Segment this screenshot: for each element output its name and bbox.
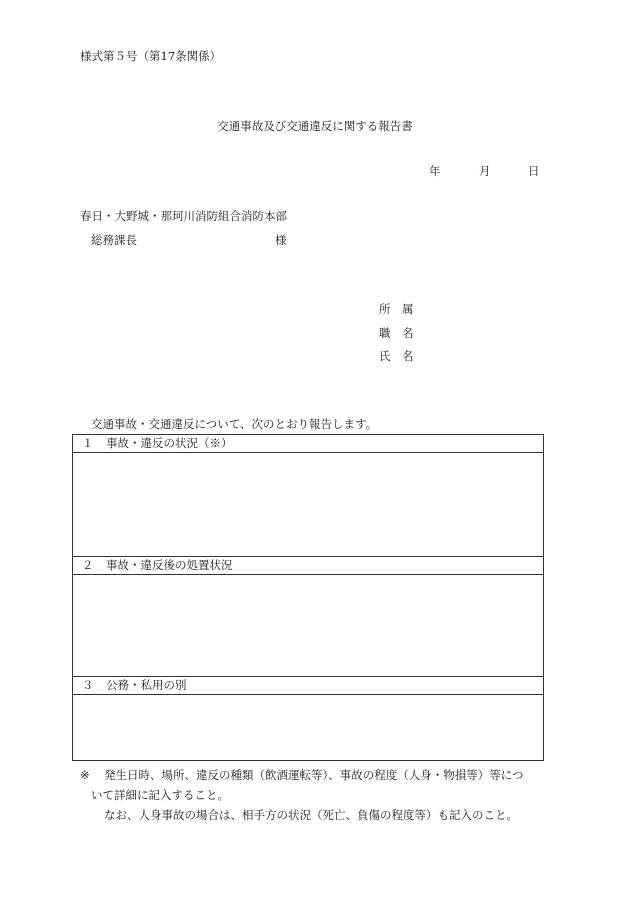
section-2-number: ２ [82,558,94,572]
reporter-affiliation-label [379,302,414,316]
section-2-title: 事故・違反後の処置状況 [106,558,233,572]
addressee-title: 総務課長 [91,233,137,247]
note-line-2: いて詳細に記入すること。 [91,788,229,802]
section-1-number: １ [82,436,94,450]
section-3-title: 公務・私用の別 [106,678,187,692]
section-3-number: ３ [82,678,94,692]
name-char-2: 名 [402,349,414,363]
reporter-position-label [379,326,414,340]
affiliation-char-1: 所 [379,302,391,316]
section-1-entry-area[interactable] [73,453,543,557]
note-mark: ※ [80,768,90,782]
section-3-entry-area[interactable] [73,695,543,760]
date-year-label: 年 [429,164,441,178]
section-1-header [73,435,543,453]
form-number: 様式第５号（第17条関係） [80,49,222,63]
note-line-1: 発生日時、場所、違反の種類（飲酒運転等）、事故の程度（人身・物損等）等につ [104,768,524,782]
date-day-label: 日 [528,164,540,178]
affiliation-char-2: 属 [402,302,414,316]
section-1-title: 事故・違反の状況（※） [106,436,233,450]
reporter-name-label [379,349,414,363]
position-char-1: 職 [379,326,391,340]
document-title: 交通事故及び交通違反に関する報告書 [217,119,413,133]
report-table [72,434,544,761]
name-char-1: 氏 [379,349,391,363]
section-3-header [73,677,543,695]
addressee-honorific: 様 [275,233,287,247]
intro-text: 交通事故・交通違反について、次のとおり報告します。 [91,417,378,431]
note-line-3: なお、人身事故の場合は、相手方の状況（死亡、負傷の程度等）も記入のこと。 [104,808,518,822]
position-char-2: 名 [402,326,414,340]
addressee-organization: 春日・大野城・那珂川消防組合消防本部 [80,209,287,223]
section-2-entry-area[interactable] [73,575,543,677]
section-2-header [73,557,543,575]
date-month-label: 月 [479,164,491,178]
